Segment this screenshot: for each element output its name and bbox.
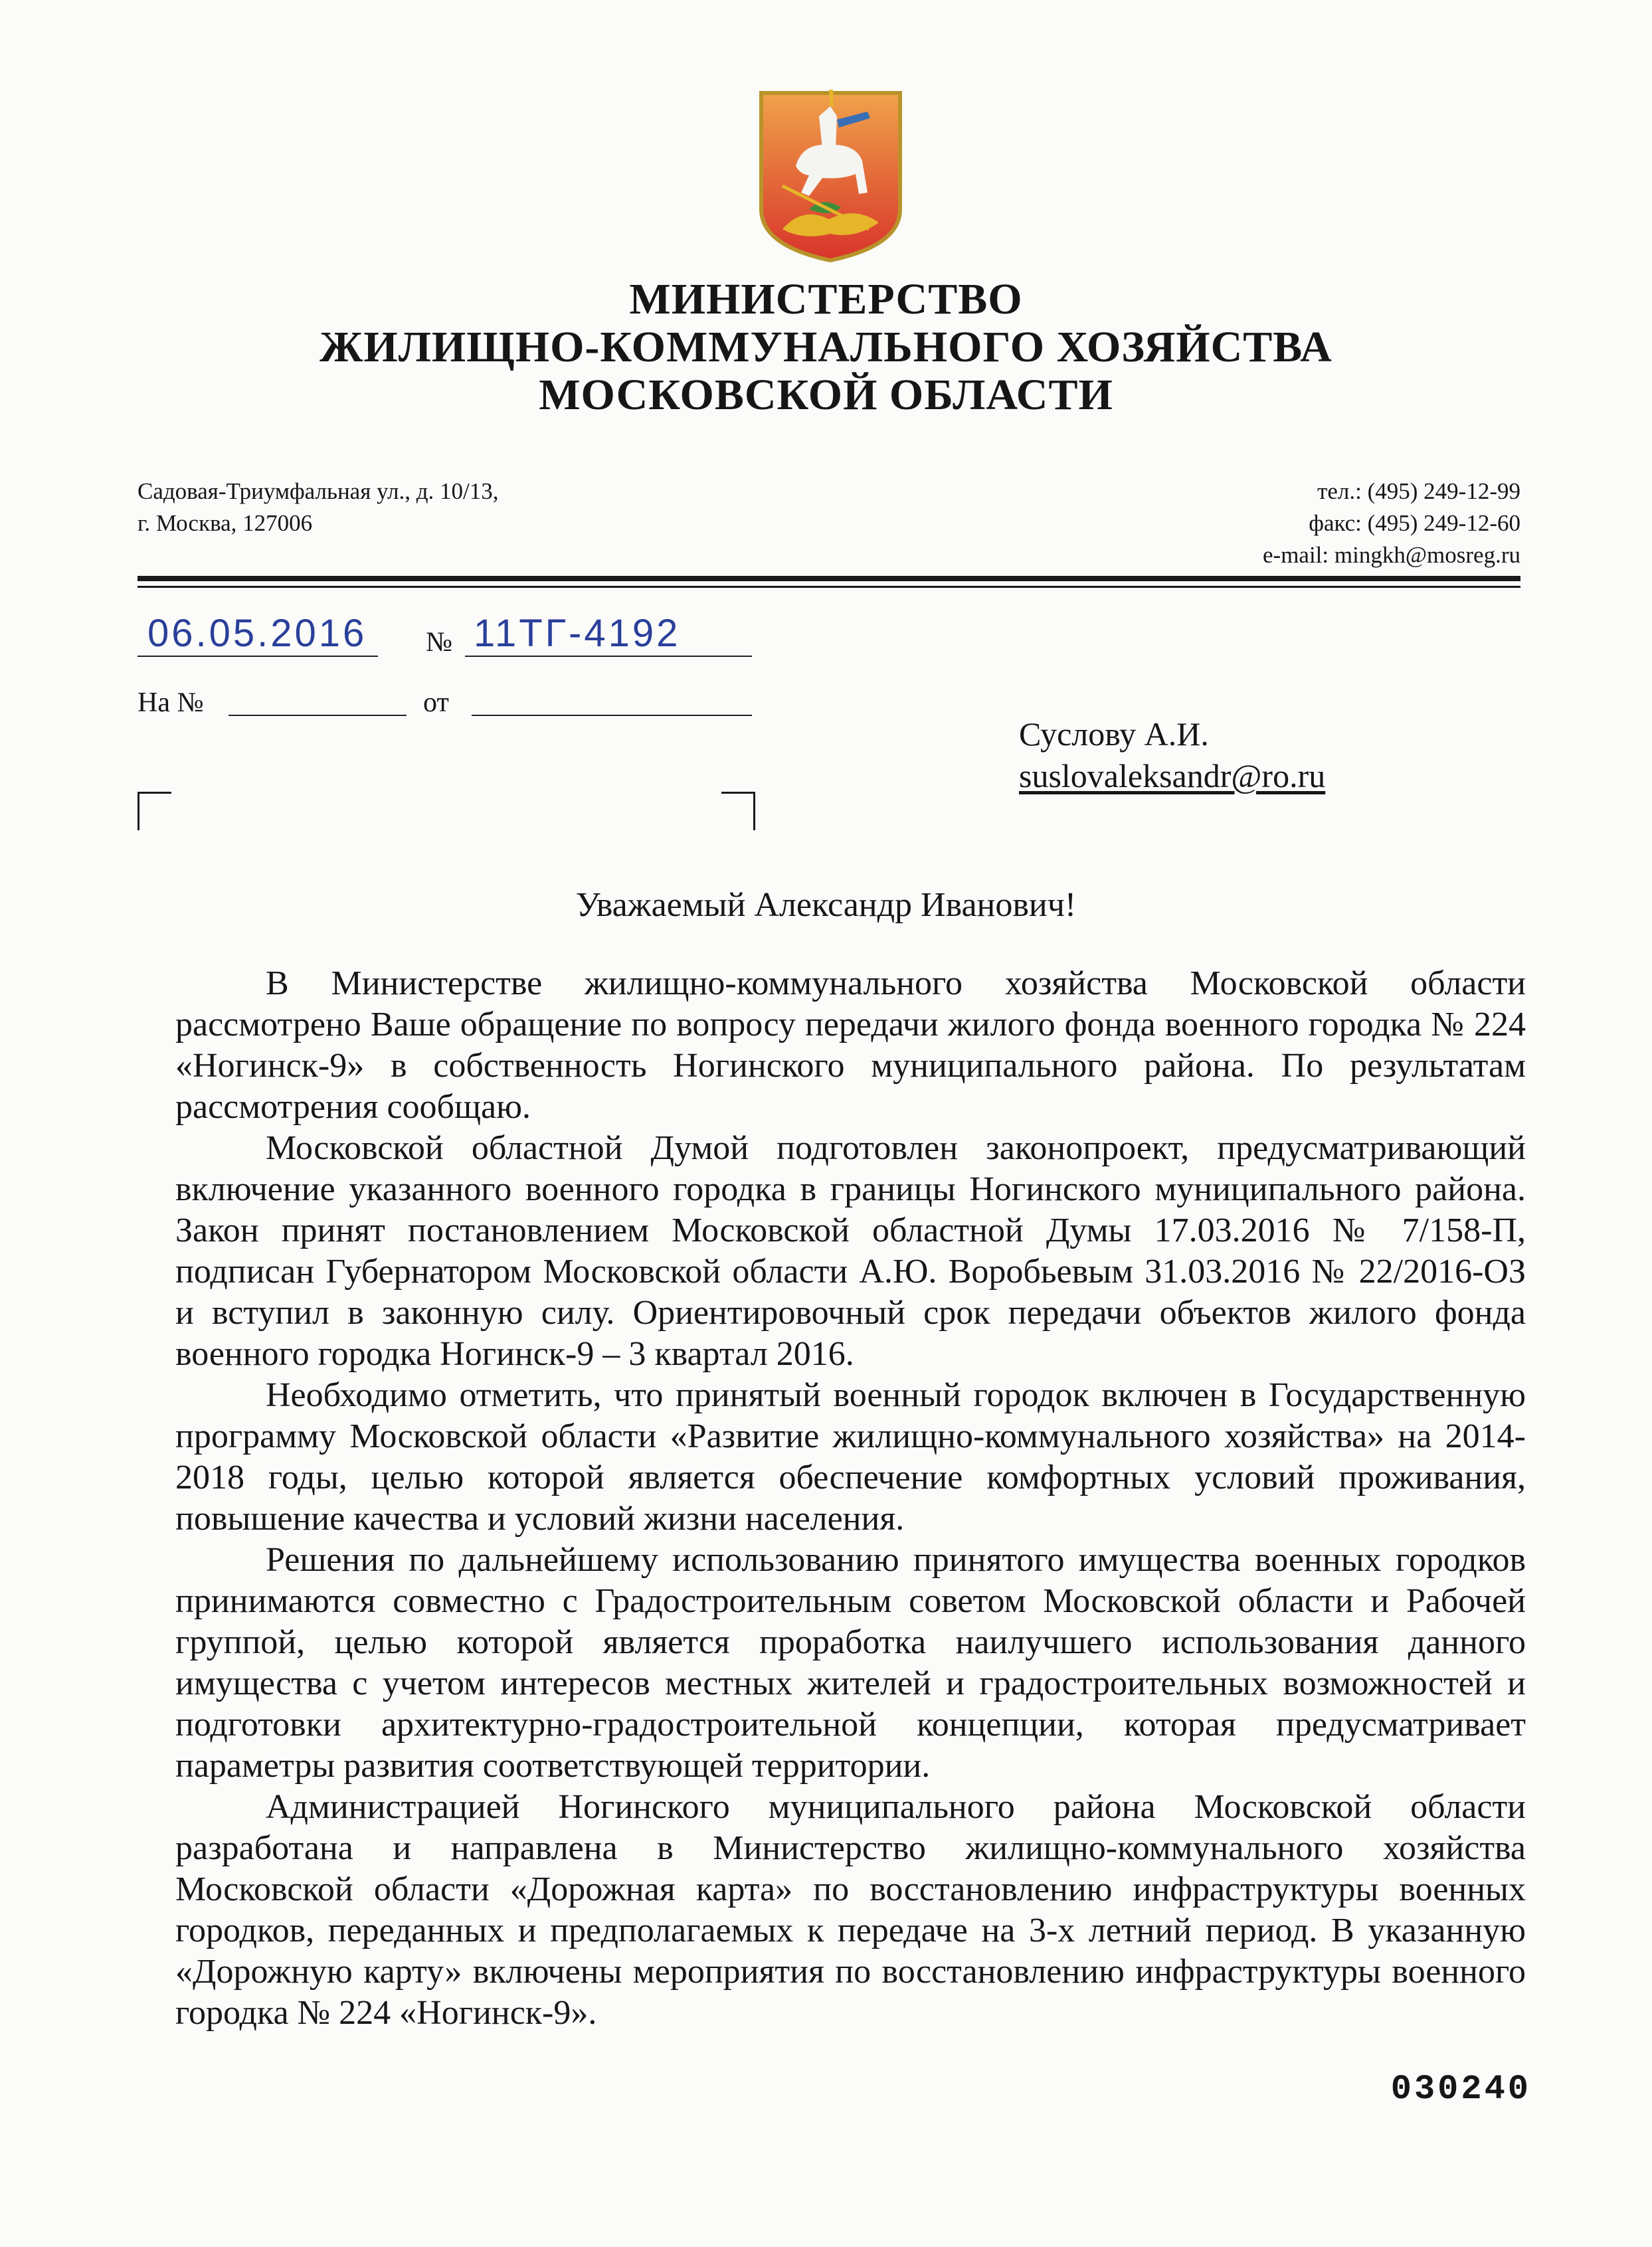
body-paragraph: В Министерстве жилищно-коммунального хозяйства Московской области рассмотрено Ваше обращение по вопросу передачи жилого фонда военного городка № 224 «Ногинск-9» в собственность Ногинского муниципального района. По результатам рассмотрения сообщаю. xyxy=(175,964,1526,1126)
recipient-email: suslovaleksandr@ro.ru xyxy=(1019,757,1326,794)
fax: факс: (495) 249-12-60 xyxy=(1309,510,1520,536)
ministry-name-line3: МОСКОВСКОЙ ОБЛАСТИ xyxy=(539,371,1113,419)
reference-number-line xyxy=(229,715,407,716)
ministry-name-line2: ЖИЛИЩНО-КОММУНАЛЬНОГО ХОЗЯЙСТВА xyxy=(320,323,1332,371)
letter-body xyxy=(175,963,1526,2034)
number-underline xyxy=(465,656,752,657)
registration-number: 11ТГ-4192 xyxy=(474,612,681,655)
address-corner-left xyxy=(138,792,171,830)
email-contact: e-mail: mingkh@mosreg.ru xyxy=(1263,542,1520,568)
reference-label: На № xyxy=(138,687,204,718)
document-code: 030240 xyxy=(1390,2070,1531,2109)
address-corner-right xyxy=(721,792,755,830)
reference-from-label: от xyxy=(423,687,449,718)
body-paragraph: Необходимо отметить, что принятый военный городок включен в Государственную программу Московской области «Развитие жилищно-коммунального хозяйства» на 2014-2018 годы, целью которой является обеспечение комфортных условий проживания, повышение качества и условий жизни населения. xyxy=(175,1376,1526,1538)
reference-date-line xyxy=(472,715,752,716)
date-underline xyxy=(138,656,378,657)
ministry-name-line1: МИНИСТЕРСТВО xyxy=(629,275,1023,323)
address-line1: Садовая-Триумфальная ул., д. 10/13, xyxy=(138,478,499,504)
number-label: № xyxy=(426,627,453,658)
coat-of-arms-icon xyxy=(756,86,905,266)
header-divider xyxy=(138,576,1520,581)
header-divider-thin xyxy=(138,586,1520,588)
greeting: Уважаемый Александр Иванович! xyxy=(575,886,1077,924)
phone: тел.: (495) 249-12-99 xyxy=(1317,478,1520,504)
body-paragraph: Администрацией Ногинского муниципального района Московской области разработана и направлена в Министерство жилищно-коммунального хозяйства Московской области «Дорожная карта» по восстановлению инфраструктуры военных городков, переданных и предполагаемых к передаче на 3-х летний период. В указанную «Дорожную карту» включены мероприятия по восстановлению инфраструктуры военного городка № 224 «Ногинск-9». xyxy=(175,1788,1526,2032)
address-line2: г. Москва, 127006 xyxy=(138,510,313,536)
body-paragraph: Московской областной Думой подготовлен законопроект, предусматривающий включение указанного военного городка в границы Ногинского муниципального района. Закон принят постановлением Московской областной Думы 17.03.2016 № 7/158-П, подписан Губернатором Московской области А.Ю. Воробьевым 31.03.2016 № 22/2016-ОЗ и вступил в законную силу. Ориентировочный срок передачи объектов жилого фонда военного городка Ногинск-9 – 3 квартал 2016. xyxy=(175,1129,1526,1373)
registration-date: 06.05.2016 xyxy=(147,612,367,655)
recipient-name: Суслову А.И. xyxy=(1019,715,1209,753)
body-paragraph: Решения по дальнейшему использованию принятого имущества военных городков принимаются совместно с Градостроительным советом Московской области и Рабочей группой, целью которой является проработка наилучшего использования данного имущества с учетом интересов местных жителей и градостроительных возможностей и подготовки архитектурно-градостроительной концепции, которая предусматривает параметры развития соответствующей территории. xyxy=(175,1541,1526,1785)
